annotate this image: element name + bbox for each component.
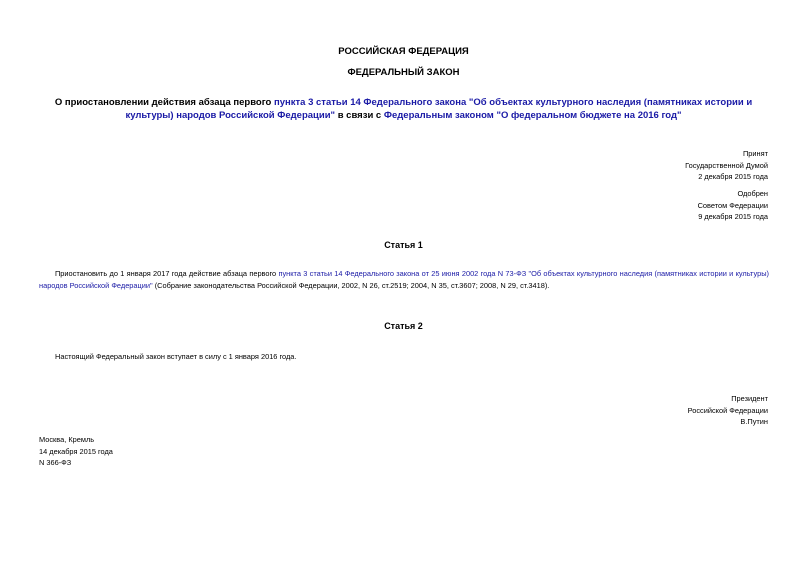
accepted-label: Принят [742,149,768,158]
article-2-text: Настоящий Федеральный закон вступает в силу с 1 января 2016 года. [55,352,297,361]
title-prefix: О приостановлении действия абзаца первого [54,97,274,108]
law-type-heading: ФЕДЕРАЛЬНЫЙ ЗАКОН [347,67,460,78]
title-link-article[interactable]: пункта 3 статьи 14 Федерального закона "Об объектах культурного наследия (памятниках истории и культуры) народов Российской Федерации" [125,97,753,121]
article-1-prefix: Приостановить до 1 января 2017 года действие абзаца первого [55,269,279,278]
article-1-link[interactable]: пункта 3 статьи 14 Федерального закона от 25 июня 2002 года N 73-ФЗ "Об объектах культурного наследия (памятниках истории и культуры) народов Российской Федерации" [39,269,769,290]
article-1-text [39,268,769,291]
president-name: В.Путин [740,417,768,426]
signing-info-block [39,434,113,469]
approved-block [698,188,768,223]
title-middle: в связи с [335,110,384,121]
accepted-body: Государственной Думой [685,160,768,170]
accepted-block [685,148,768,183]
president-signature-block [688,393,768,428]
article-2-title: Статья 2 [384,321,423,331]
title-link-budget-law[interactable]: Федеральным законом "О федеральном бюджете на 2016 год" [383,110,682,121]
law-title [0,96,807,122]
accepted-date: 2 декабря 2015 года [698,172,768,181]
signing-date: 14 декабря 2015 года [39,446,113,456]
law-number: N 366-ФЗ [39,458,72,467]
country-heading: РОССИЙСКАЯ ФЕДЕРАЦИЯ [338,46,469,57]
president-country: Российской Федерации [687,405,768,415]
approved-date: 9 декабря 2015 года [698,212,768,221]
signing-place: Москва, Кремль [39,435,95,444]
approved-body: Советом Федерации [697,200,768,210]
president-title: Президент [731,394,768,403]
article-1-suffix: (Собрание законодательства Российской Федерации, 2002, N 26, ст.2519; 2004, N 35, ст.3607; 2008, N 29, ст.3418). [152,280,550,290]
article-1-title: Статья 1 [384,240,423,250]
approved-label: Одобрен [737,189,768,198]
